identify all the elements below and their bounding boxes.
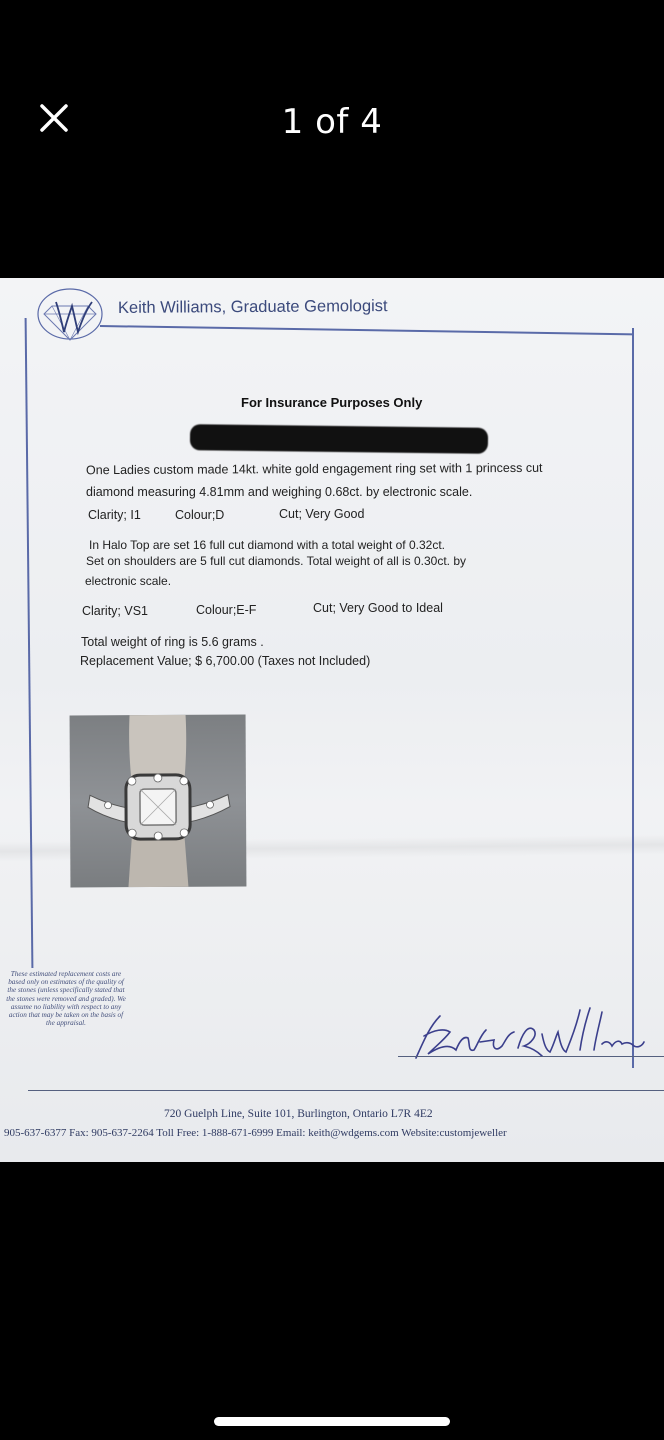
center-cut: Cut; Very Good (279, 507, 365, 521)
replacement-value: Replacement Value; $ 6,700.00 (Taxes not Included) (80, 654, 371, 668)
border-right (632, 328, 634, 1068)
accent-clarity: Clarity; VS1 (82, 604, 148, 618)
document-title: For Insurance Purposes Only (241, 395, 423, 410)
border-top (100, 325, 634, 335)
border-left (25, 318, 33, 968)
footer-divider (28, 1090, 664, 1091)
accent-cut: Cut; Very Good to Ideal (313, 601, 443, 615)
signature-line (398, 1056, 664, 1057)
image-counter: 1 of 4 (281, 102, 383, 142)
ring-photo (70, 715, 247, 888)
accent-line-1: In Halo Top are set 16 full cut diamond with a total weight of 0.32ct. (89, 538, 445, 552)
disclaimer-text: These estimated replacement costs are based only on estimates of the quality of the stones (unless specifically stated that the stones were removed and graded). We assume no liability with respect to any action that may be taken on the basis of the appraisal. (6, 970, 126, 1028)
total-weight: Total weight of ring is 5.6 grams . (81, 635, 264, 649)
appraisal-photo[interactable] (0, 278, 664, 1162)
center-stone-line-1: One Ladies custom made 14kt. white gold engagement ring set with 1 princess cut (85, 460, 543, 478)
redaction-bar (190, 424, 488, 454)
accent-line-2: Set on shoulders are 5 full cut diamonds. Total weight of all is 0.30ct. by (86, 554, 466, 568)
signature (410, 1000, 650, 1070)
center-clarity: Clarity; I1 (88, 508, 141, 522)
footer-address: 720 Guelph Line, Suite 101, Burlington, Ontario L7R 4E2 (164, 1108, 433, 1120)
wd-diamond-logo (30, 284, 110, 348)
center-stone-line-2: diamond measuring 4.81mm and weighing 0.68ct. by electronic scale. (86, 485, 473, 499)
footer-contacts: 905-637-6377 Fax: 905-637-2264 Toll Free: 1-888-671-6999 Email: keith@wdgems.com Website:customjeweller (4, 1127, 507, 1139)
center-colour: Colour;D (175, 508, 225, 522)
accent-line-3: electronic scale. (85, 574, 172, 588)
home-indicator[interactable] (214, 1417, 450, 1426)
accent-colour: Colour;E-F (196, 603, 257, 617)
gemologist-header: Keith Williams, Graduate Gemologist (117, 297, 388, 317)
